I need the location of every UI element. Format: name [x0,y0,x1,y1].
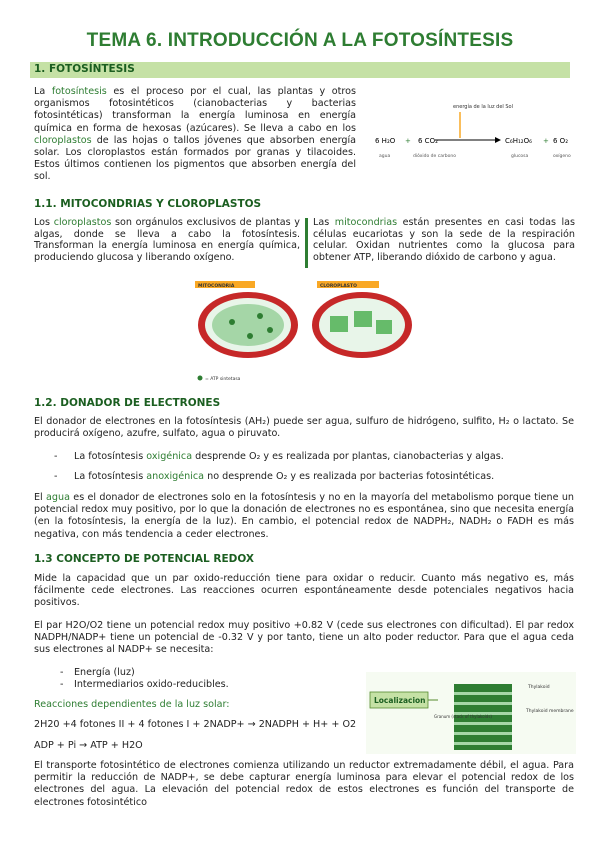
section-1-2-heading: 1.2. DONADOR DE ELECTRONES [34,397,221,409]
label-oxigeno: oxígeno [553,154,571,159]
granum-stack [376,320,392,334]
atp-synthase [267,327,273,333]
thylakoid-disc [454,732,512,735]
eq-water: 6 H₂O [375,137,396,145]
legend-atp-text: = ATP sintetasa [205,377,241,382]
eq-plus-1: + [405,137,411,145]
atp-synthase [257,313,263,319]
eq-plus-2: + [543,137,549,145]
chloro-text-1: Los [34,217,54,228]
mito-text-2: están presentes en casi todas las células eucariotas y son la sede de la respiración celular. Oxidan nutrientes como la glucosa para obtener ATP, liberando dióxido de carbono y agua. [313,217,575,263]
atp-synthase [247,333,253,339]
redox-paragraph-1: Mide la capacidad que un par oxido-reducción tiene para oxidar o reducir. Cuanto más negativo es, más fácilmente cede electrones. Las reacciones ocurren espontáneamente desde potenciales negativos hacia positivos. [34,573,574,609]
bullet-oxigenica [74,451,574,463]
sun-energy-label: energía de la luz del Sol [453,104,514,110]
redox-paragraph-2: El par H2O/O2 tiene un potencial redox muy positivo +0.82 V (cede sus electrones con dificultad). El par redox NADPH/NADP+ tiene un potencial de -0.32 V y por tanto, tiene un alto poder reductor. Para que el agua ceda sus electrones al NADP+ se necesita: [34,620,574,656]
keyword-oxigenica: oxigénica [146,451,193,462]
photosynthesis-equation [365,100,575,170]
reaction-2: ADP + Pi → ATP + H2O [34,740,143,751]
reactions-heading: Reacciones dependientes de la luz solar: [34,699,230,710]
reaction-1: 2H20 +4 fotones II + 4 fotones I + 2NADP+ → 2NADPH + H+ + O2 [34,719,357,730]
donor-paragraph-2 [34,492,574,541]
keyword-agua: agua [46,492,70,503]
p2-text-b: es el donador de electrones solo en la fotosíntesis y no en la mayoría del metabolismo porque tiene un potencial redox muy positivo, por lo que la donación de electrones no es espontánea, sino que necesita energía (en la fotosíntesis, la energía de la luz). En cambio, el potencial redox de NADPH₂, NADH₂ o FADH es más negativa, con más tendencia a ceder electrones. [34,492,574,540]
mitochondria-paragraph [313,217,575,263]
mito-label: MITOCONDRIA [198,284,235,289]
thylakoid-disc [454,692,512,695]
keyword-cloroplastos: cloroplastos [34,134,92,146]
atp-synthase [229,319,235,325]
bullet-dash: - [60,679,64,690]
reaction-arrow-head [495,137,501,143]
intro-text-2: es el proceso por el cual, las plantas y otros organismos fotosintéticos (cianobacterias y bacterias fotosintéticas) transforman la energía luminosa en energía química en forma de hexosas (azúcares). Se lleva a cabo en los [34,86,356,134]
label-glucosa: glucosa [511,154,529,159]
section-1-3-heading: 1.3 CONCEPTO DE POTENCIAL REDOX [34,553,254,565]
eq-glucose: C₆H₁₂O₆ [505,137,532,145]
bullet-dash: - [60,667,64,678]
donor-paragraph-1: El donador de electrones en la fotosíntesis (AH₂) puede ser agua, sulfuro de hidrógeno, sulfito, H₂ o lactato. Se producirá oxígeno, azufre, sulfato, agua o piruvato. [34,416,574,440]
section-1-1-heading: 1.1. MITOCONDRIAS Y CLOROPLASTOS [34,198,262,210]
thylakoid-disc [454,742,512,745]
granum-stack [354,311,372,327]
intro-text-1: La [34,86,52,97]
intro-text-3: de las hojas o tallos jóvenes que absorben energía solar. Los cloroplastos están formados por granas y tilacoides. Estos últimos contienen los pigmentos que absorben energía del sol. [34,134,356,183]
thylakoid-figure [366,672,576,754]
b2-text-a: La fotosíntesis [74,471,147,482]
granum-stack [330,316,348,332]
label-dioxido: dióxido de carbono [413,154,457,159]
chloro-label: CLOROPLASTO [320,284,357,289]
redox-paragraph-3: El transporte fotosintético de electrones comienza utilizando un reductor extremadamente débil, el agua. Para permitir la reducción de NADP+, se debe capturar energía luminosa para elevar el potencial redox de los electrones del agua. La elevación del potencial redox de estos electrones es función del transporte de electrones fotosintético [34,760,574,808]
bullet-anoxigenica [74,471,574,483]
thylakoid-label: Thylakoid [528,685,550,690]
page-title: TEMA 6. INTRODUCCIÓN A LA FOTOSÍNTESIS [86,30,514,51]
b1-text-b: desprende O₂ y es realizada por plantas, cianobacterias y algas. [192,451,504,462]
legend-atp-icon [198,376,203,381]
mitochondrion-matrix [212,304,284,346]
b1-text-a: La fotosíntesis [74,451,147,462]
column-divider [305,218,308,268]
localizacion-label: Localizacion [374,696,426,705]
eq-co2: 6 CO₂ [418,137,438,145]
bullet-intermediarios: Intermediarios oxido-reducibles. [74,679,229,690]
b2-text-b: no desprende O₂ y es realizada por bacterias fotosintéticas. [204,471,495,482]
bullet-dash: - [54,471,58,482]
keyword-anoxigenica: anoxigénica [146,471,205,482]
granum-label: Granum (stack of thylakoids) [434,714,492,719]
keyword-cloroplastos-2: cloroplastos [53,217,112,228]
eq-oxygen: 6 O₂ [553,137,568,145]
thylakoid-membrane-label: Thylakoid membrane [526,709,574,714]
thylakoid-disc [454,722,512,725]
chloroplast-paragraph [34,217,300,263]
section-1-heading: 1. FOTOSÍNTESIS [34,63,135,75]
thylakoid-disc [454,702,512,705]
label-agua: agua [379,154,391,159]
organelles-figure [190,278,420,386]
section-heading-bar [30,62,570,78]
intro-paragraph [34,86,356,184]
keyword-fotosintesis: fotosíntesis [51,86,107,97]
keyword-mitocondrias: mitocondrias [334,217,398,228]
mito-text-1: Las [313,217,335,228]
p2-text-a: El [34,492,47,503]
chloro-text-2: son orgánulos exclusivos de plantas y algas, donde se lleva a cabo la fotosíntesis. Transforman la energía luminosa en energía química, produciendo glucosa y liberando oxígeno. [34,217,300,263]
bullet-energia: Energía (luz) [74,667,135,678]
bullet-dash: - [54,451,58,462]
